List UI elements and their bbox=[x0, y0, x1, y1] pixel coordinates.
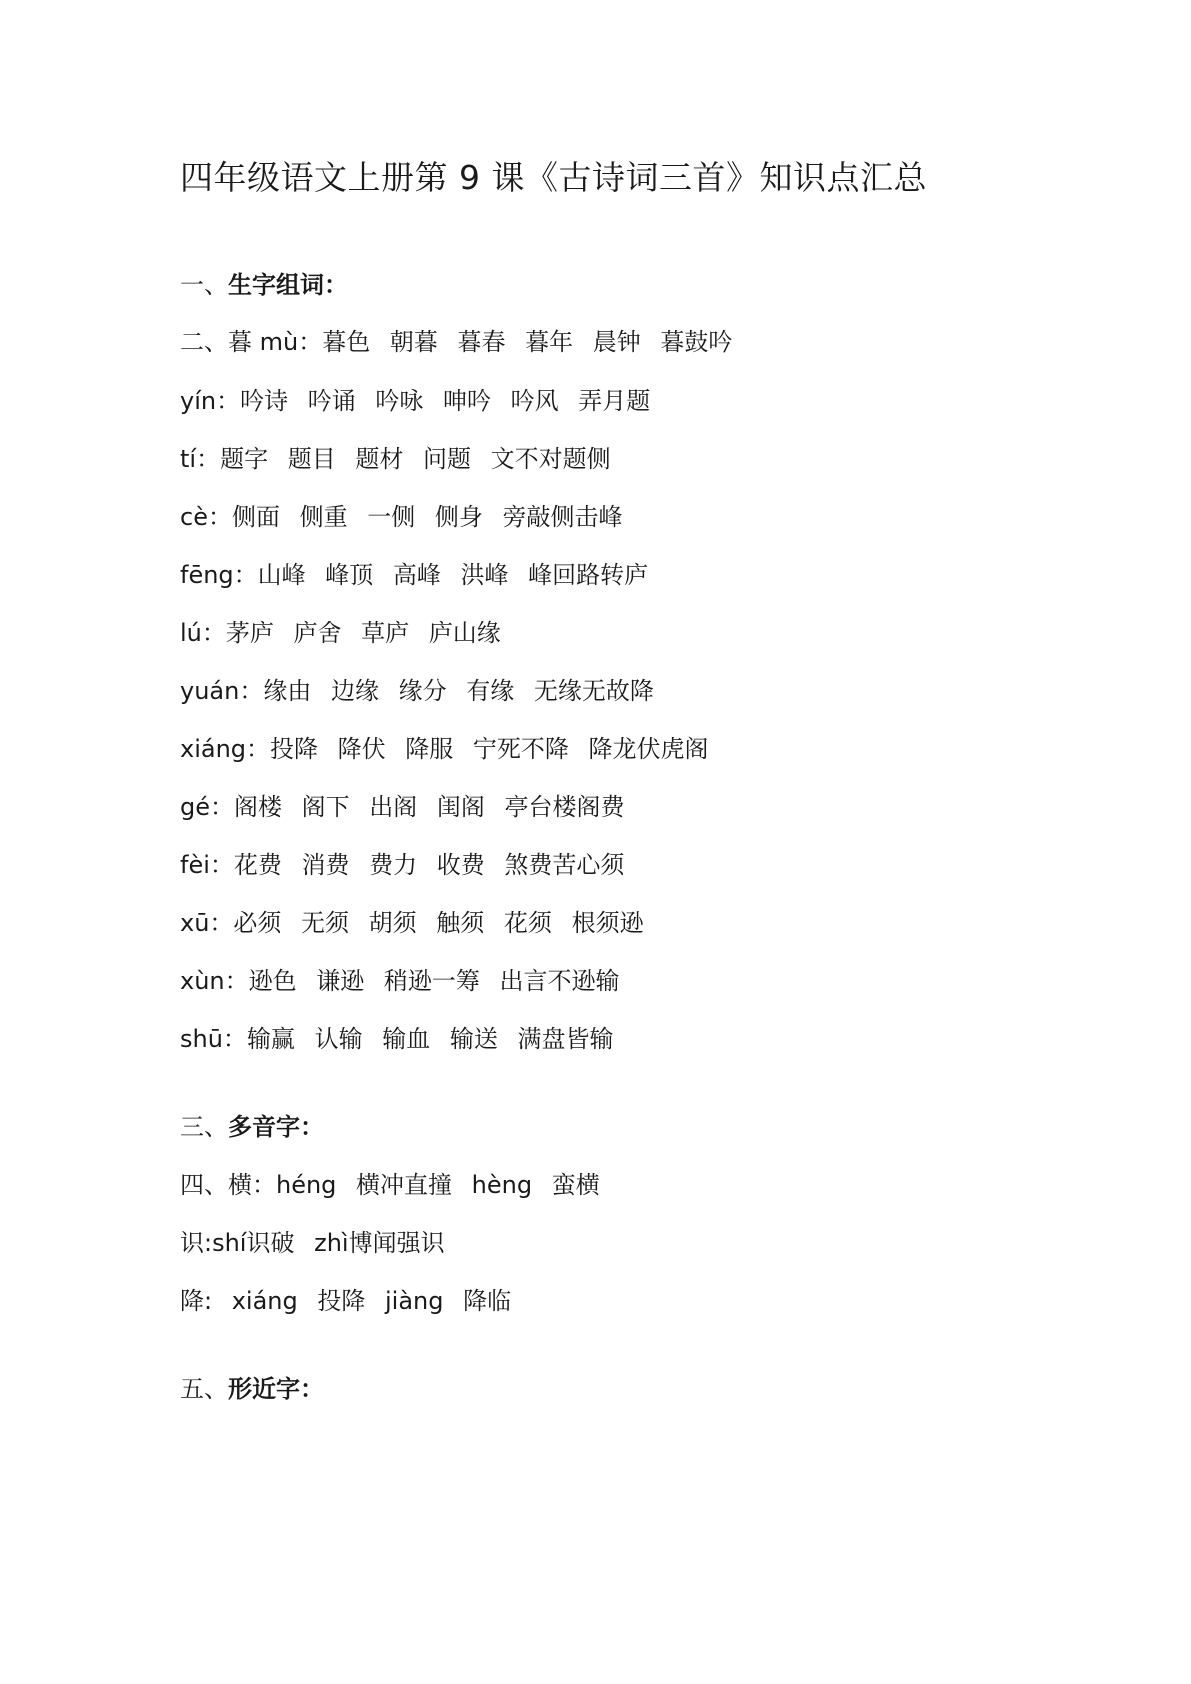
vocab-row bbox=[180, 442, 611, 476]
vocab-lead: xùn： bbox=[180, 967, 249, 995]
section-label: 生字组词： bbox=[228, 271, 348, 299]
vocab-row bbox=[180, 384, 650, 418]
vocab-lead: fēng： bbox=[180, 561, 258, 589]
vocab-row bbox=[180, 500, 622, 534]
vocab-row bbox=[180, 325, 732, 359]
vocab-words: 山峰 峰顶 高峰 洪峰 峰回路转庐 bbox=[257, 561, 649, 589]
vocab-lead: tí： bbox=[180, 445, 221, 473]
section-number: 一、 bbox=[180, 271, 228, 299]
vocab-lead: yuán： bbox=[180, 677, 264, 705]
vocab-lead: cè： bbox=[180, 503, 232, 531]
vocab-words: 花费 消费 费力 收费 煞费苦心须 bbox=[233, 851, 625, 879]
vocab-lead: 二、暮 mù： bbox=[180, 328, 323, 356]
vocab-words: 输赢 认输 输血 输送 满盘皆输 bbox=[246, 1025, 614, 1053]
vocab-words: 必须 无须 胡须 触须 花须 根须逊 bbox=[233, 909, 644, 937]
vocab-row bbox=[180, 964, 620, 998]
vocab-row bbox=[180, 616, 501, 650]
vocab-words: 投降 降伏 降服 宁死不降 降龙伏虎阁 bbox=[270, 735, 709, 763]
vocab-words: 侧面 侧重 一侧 侧身 旁敲侧击峰 bbox=[231, 503, 623, 531]
vocab-lead: gé： bbox=[180, 793, 234, 821]
section-label: 多音字： bbox=[228, 1113, 324, 1141]
section-label: 形近字： bbox=[228, 1375, 324, 1403]
vocab-row bbox=[180, 906, 644, 940]
vocab-row bbox=[180, 558, 648, 592]
vocab-row bbox=[180, 790, 625, 824]
vocab-lead: yín： bbox=[180, 387, 241, 415]
vocab-words: 茅庐 庐舍 草庐 庐山缘 bbox=[225, 619, 501, 647]
document-title: 四年级语文上册第 9 课《古诗词三首》知识点汇总 bbox=[180, 158, 927, 197]
vocab-lead: lú： bbox=[180, 619, 226, 647]
vocab-words: 逊色 谦逊 稍逊一筹 出言不逊输 bbox=[248, 967, 620, 995]
section-heading-polyphones bbox=[180, 1110, 324, 1144]
vocab-row bbox=[180, 674, 654, 708]
vocab-words: 阁楼 阁下 出阁 闺阁 亭台楼阁费 bbox=[234, 793, 625, 821]
vocab-words: 吟诗 吟诵 吟咏 呻吟 吟风 弄月题 bbox=[240, 387, 651, 415]
vocab-row bbox=[180, 1022, 613, 1056]
vocab-lead: shū： bbox=[180, 1025, 247, 1053]
vocab-row bbox=[180, 848, 624, 882]
vocab-lead: fèi： bbox=[180, 851, 234, 879]
section-number: 五、 bbox=[180, 1375, 228, 1403]
polyphone-row: 四、横：héng 横冲直撞 hèng 蛮横 bbox=[180, 1171, 600, 1199]
vocab-words: 题字 题目 题材 问题 文不对题侧 bbox=[220, 445, 611, 473]
section-heading-vocab bbox=[180, 268, 348, 302]
vocab-lead: xū： bbox=[180, 909, 234, 937]
section-number: 三、 bbox=[180, 1113, 228, 1141]
vocab-lead: xiáng： bbox=[180, 735, 271, 763]
section-heading-similar-chars bbox=[180, 1372, 324, 1406]
polyphone-row: 识:shí识破 zhì博闻强识 bbox=[180, 1229, 445, 1257]
polyphone-row: 降: xiáng 投降 jiàng 降临 bbox=[180, 1287, 512, 1315]
vocab-words: 缘由 边缘 缘分 有缘 无缘无故降 bbox=[263, 677, 654, 705]
vocab-row bbox=[180, 732, 709, 766]
vocab-words: 暮色 朝暮 暮春 暮年 晨钟 暮鼓吟 bbox=[322, 328, 733, 356]
